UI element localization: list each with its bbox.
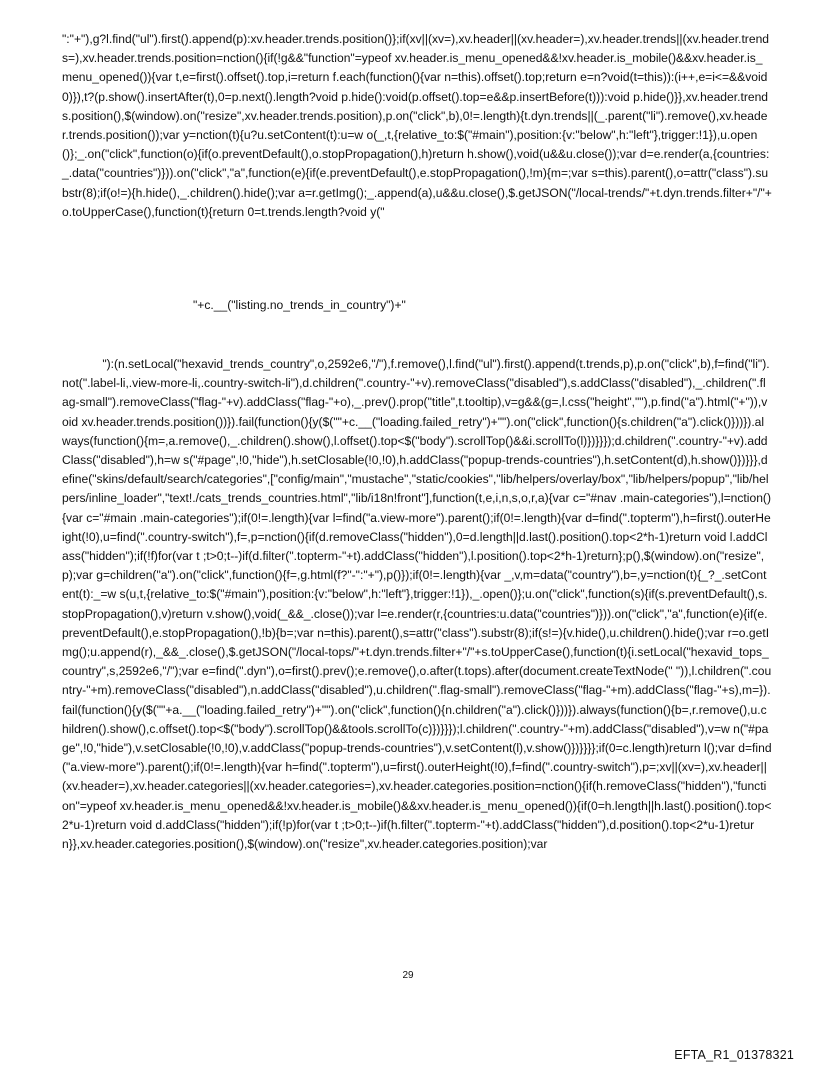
- page-number: 29: [402, 970, 414, 981]
- code-line-indented: "+c.__("listing.no_trends_in_country")+": [193, 298, 406, 312]
- code-block-main: "):(n.setLocal("hexavid_trends_country",o,2592e6,"/"),f.remove(),l.find("ul").first().append(t.trends,p),p.on("click",b),f=find("li").not(".label-li,.view-more-li,.country-switch-li"),d.children(".country-"+v).removeClass("disabled"),s.addClass("disabled"),_.children(".flag-small").removeClass("flag-"+v).addClass("flag-"+o),_.prev().prop("title",t.tooltip),v=g&&(g=,l.css("height",""),p.find("a").html("+")),void xv.header.trends.position())}).fail(function(){y($(""+c.__("loading.failed_retry")+"").on("click",function(){s.children("a").click()}))}).always(function(){m=,a.remove(),_.children().show(),l.offset().top<$("body").scrollTop()&&i.scrollTo(l)})}}});d.children(".country-"+v).addClass("disabled"),h=w s("#page",!0,"hide"),h.setClosable(!0,!0),h.addClass("popup-trends-countries"),h.setContent(d),h.show()})}}},define("skins/default/search/categories",["config/main","mustache","static/cookies","lib/helpers/overlay/box","lib/helpers/popup","lib/helpers/inline_loader","text!./cats_trends_countries.html","lib/i18n!front"],function(t,e,i,n,s,o,r,a){var c="#nav .main-categories"),l=nction(){var c="#main .main-categories");if(0!=.length){var l=find("a.view-more").parent();if(0!=.length){var d=find(".topterm"),h=first().outerHeight(!0),u=find(".country-switch"),f=,p=nction(){if(d.removeClass("hidden"),0=d.length||d.last().position().top<2*h-1)return void l.addClass("hidden");if(!f)for(var t ;t>0;t--)if(d.filter(".topterm-"+t).addClass("hidden"),l.position().top<2*h-1)return};p(),$(window).on("resize",p);var g=children("a").on("click",function(){f=,g.html(f?"-":"+"),p()});if(0!=.length){var _,v,m=data("country"),b=,y=nction(t){_?_.setContent(t):_=w s(u,t,{relative_to:$("#main"),position:{v:"below",h:"left"},trigger:!1}),_.open()};u.on("click",function(s){if(s.preventDefault(),s.stopPropagation(),v)return v.show(),void(_&&_.close());var l=e.render(r,{countries:u.data("countries")})).on("click","a",function(e){if(e.preventDefault(),e.stopPropagation(),!b){b=;var n=this).parent(),s=attr("class").substr(8);if(s!=){v.hide(),u.children().hide();var r=o.getImg();u.append(r),_&&_.close(),$.getJSON("/local-tops/"+t.dyn.trends.filter+"/"+s.toUpperCase(),function(t){i.setLocal("hexavid_tops_country",s,2592e6,"/");var e=find(".dyn"),o=first().prev();e.remove(),o.after(t.tops).after(document.createTextNode(" ")),l.children(".country-"+m).removeClass("disabled"),n.addClass("disabled"),u.children(".flag-small").removeClass("flag-"+m).addClass("flag-"+s),m=}).fail(function(){y($(""+a.__("loading.failed_retry")+"").on("click",function(){n.children("a").click()}))}).always(function(){b=,r.remove(),u.children().show(),c.offset().top<$("body").scrollTop()&&tools.scrollTo(c)})}}});l.children(".country-"+m).addClass("disabled"),v=w n("#page",!0,"hide"),v.setClosable(!0,!0),v.addClass("popup-trends-countries"),v.setContent(l),v.show()})}}}};if(0=c.length)return l();var d=find("a.view-more").parent();if(0!=.length){var h=find(".topterm"),u=first().outerHeight(!0),f=find(".country-switch"),p=;xv||(xv=),xv.header||(xv.header=),xv.header.categories||(xv.header.categories=),xv.header.categories.position=nction(){if(h.removeClass("hidden"),"function"=ypeof xv.header.is_menu_opened&&!xv.header.is_mobile()&&xv.header.is_menu_opened()){if(0=h.length||h.last().position().top<2*u-1)return void d.addClass("hidden");if(!p)for(var t ;t>0;t--)if(h.filter(".topterm-"+t).addClass("hidden"),d.position().top<2*u-1)return}},xv.header.categories.position(),$(window).on("resize",xv.header.categories.position);var: [62, 357, 772, 852]
- bates-number: EFTA_R1_01378321: [674, 1048, 794, 1062]
- code-block-top: ":"+"),g?l.find("ul").first().append(p):xv.header.trends.position()};if(xv||(xv=),xv.header||(xv.header=),xv.header.trends||(xv.header.trends=),xv.header.trends.position=nction(){if(!g&&"function"=ypeof xv.header.is_menu_opened&&!xv.header.is_mobile()&&xv.header.is_menu_opened()){var t,e=first().offset().top,i=return f.each(function(){var n=this).offset().top;return e=n?void(t=this)):(i++,e=i<=&&void 0)}),t?(p.show().insertAfter(t),0=p.next().length?void p.hide():void(p.offset().top=e&&p.insertBefore(t))):void p.hide()}},xv.header.trends.position(),$(window).on("resize",xv.header.trends.position),p.on("click",b),0!=.length){t.dyn.trends||(_.parent("li").remove(),xv.header.trends.position());var y=nction(t){u?u.setContent(t):u=w o(_,t,{relative_to:$("#main"),position:{v:"below",h:"left"},trigger:!1}),u.open()};_.on("click",function(o){if(o.preventDefault(),o.stopPropagation(),h)return h.show(),void(u&&u.close());var d=e.render(a,{countries:_.data("countries")})).on("click","a",function(e){if(e.preventDefault(),e.stopPropagation(),!m){m=;var s=this).parent(),o=attr("class").substr(8);if(o!=){h.hide(),_.children().hide();var a=r.getImg();_.append(a),u&&u.close(),$.getJSON("/local-trends/"+t.dyn.trends.filter+"/"+o.toUpperCase(),function(t){return 0=t.trends.length?void y(": [62, 32, 772, 219]
